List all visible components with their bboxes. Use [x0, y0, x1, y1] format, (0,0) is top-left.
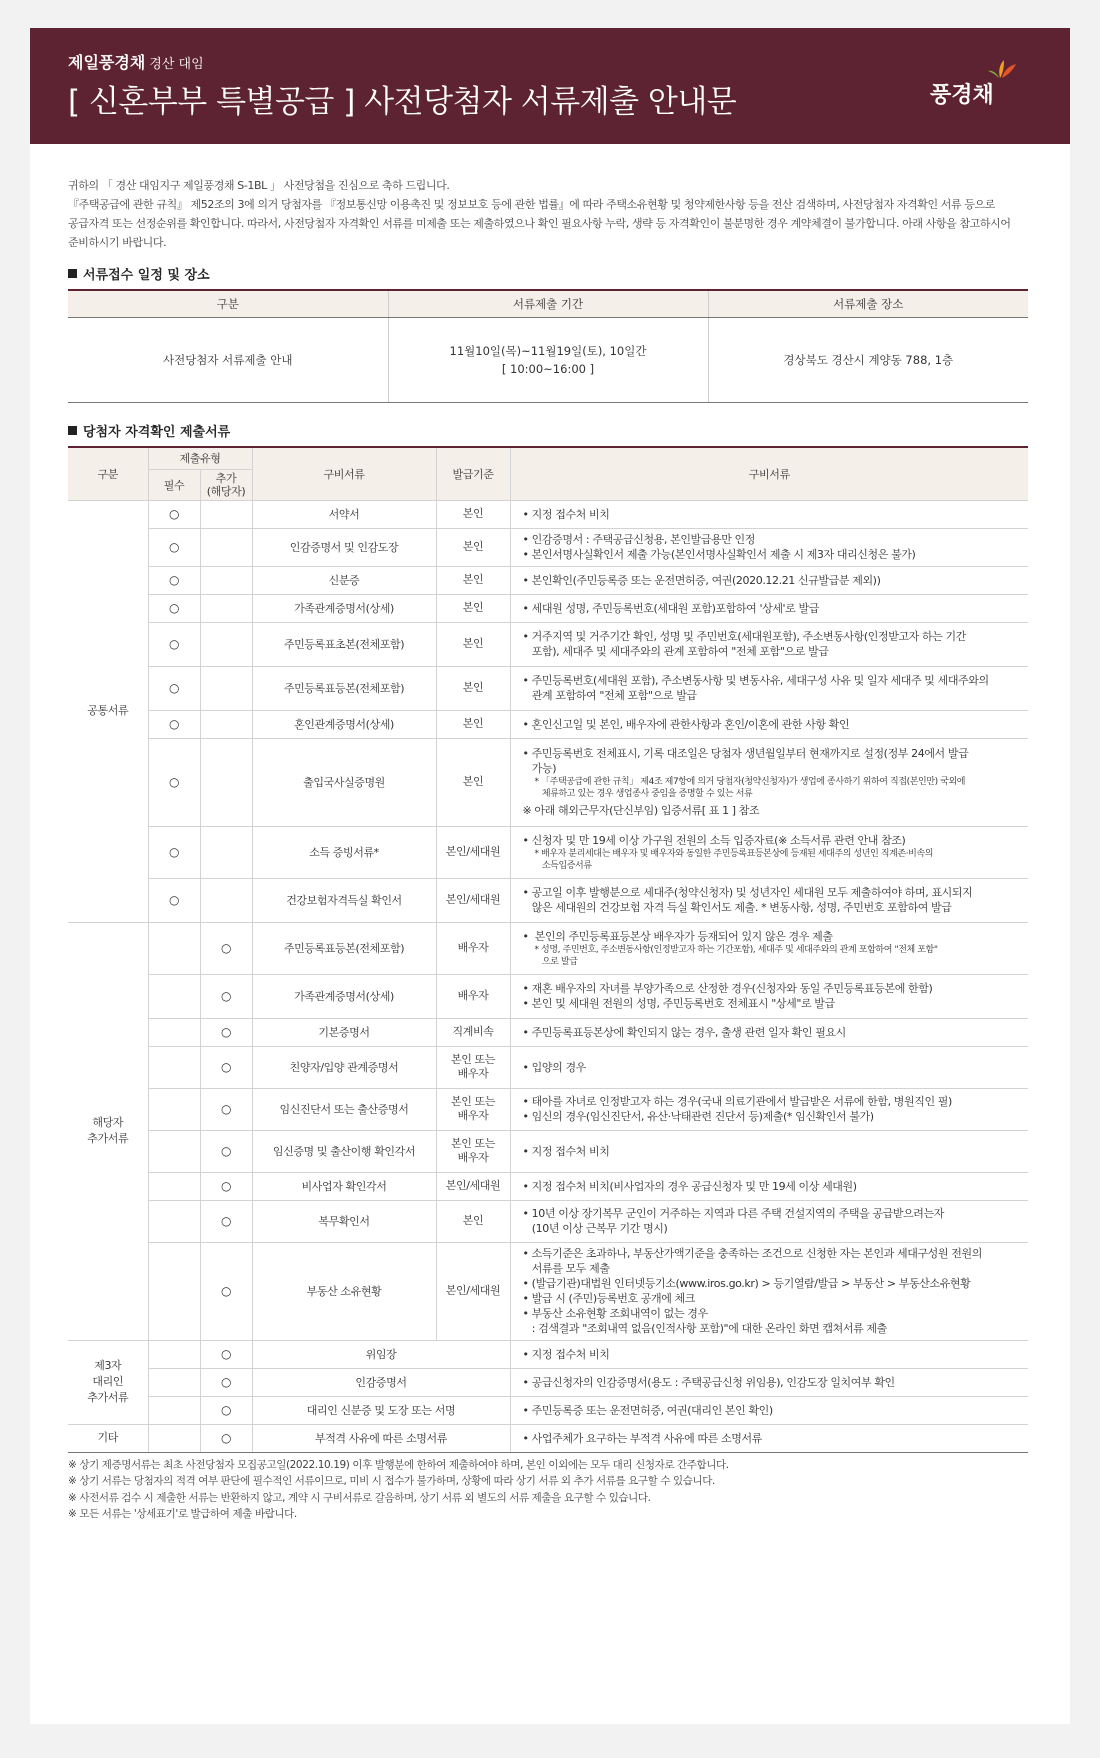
detail-subnote: 체류하고 있는 경우 생업종사 중임을 증명할 수 있는 서류: [534, 789, 753, 799]
main-content: [68, 176, 1028, 1523]
document-detail: [510, 566, 1028, 594]
square-bullet-icon: [68, 426, 77, 435]
document-name: 혼인관계증명서(상세): [252, 710, 436, 738]
document-detail: [510, 1424, 1028, 1452]
document-detail: [510, 1368, 1028, 1396]
table-row: [68, 1018, 1028, 1046]
table-row: [68, 710, 1028, 738]
detail-subnote: * 성명, 주민번호, 주소변동사항(인정받고자 하는 기간포함), 세대주 및 세대주와의 관계 포함하여 "전체 포함": [534, 944, 938, 955]
document-name: 신분증: [252, 566, 436, 594]
detail-line: • 인감증명서 : 주택공급신청용, 본인발급용만 인정: [522, 533, 755, 546]
detail-line: • 지정 접수처 비치: [522, 507, 610, 521]
document-detail: [510, 738, 1028, 826]
document-name: 친양자/입양 관계증명서: [252, 1046, 436, 1088]
additional-mark: ○: [200, 1200, 252, 1242]
documents-table: [68, 446, 1028, 1453]
issuance-basis: 본인: [436, 666, 510, 710]
document-detail: [510, 922, 1028, 974]
table-row: [68, 1424, 1028, 1452]
detail-line: • 세대원 성명, 주민등록번호(세대원 포함)포함하여 '상세'로 발급: [522, 601, 819, 615]
document-name: 서약서: [252, 500, 436, 528]
document-name: 가족관계증명서(상세): [252, 974, 436, 1018]
required-mark: [148, 1424, 200, 1452]
document-name: 임신진단서 또는 출산증명서: [252, 1088, 436, 1130]
detail-line: 서류를 모두 제출: [522, 1262, 610, 1275]
group-label: 제3자 대리인 추가서류: [68, 1340, 148, 1424]
document-detail: [510, 974, 1028, 1018]
header-document: 구비서류: [252, 447, 436, 500]
table-row: [68, 1200, 1028, 1242]
document-name: 주민등록표초본(전체포함): [252, 622, 436, 666]
square-bullet-icon: [68, 269, 77, 278]
section-title-schedule: 서류접수 일정 및 장소: [68, 264, 1028, 283]
table-row: [68, 1130, 1028, 1172]
document-detail: [510, 622, 1028, 666]
document-name: 건강보험자격득실 확인서: [252, 878, 436, 922]
detail-line: • 10년 이상 장기복무 군인이 거주하는 지역과 다른 주택 건설지역의 주택을 공급받으려는자: [522, 1207, 944, 1220]
detail-line: • 공급신청자의 인감증명서(용도 : 주택공급신청 위임용), 인감도장 일치여부 확인: [522, 1375, 895, 1389]
additional-mark: [200, 594, 252, 622]
additional-mark: [200, 622, 252, 666]
detail-line: • 본인확인(주민등록증 또는 운전면허증, 여권(2020.12.21 신규발급분 제외)): [522, 573, 881, 587]
document-name: 부적격 사유에 따른 소명서류: [252, 1424, 510, 1452]
table-row: [68, 666, 1028, 710]
issuance-basis: 본인/세대원: [436, 826, 510, 878]
header-detail: 구비서류: [510, 447, 1028, 500]
document-detail: [510, 1242, 1028, 1340]
document-name: 임신증명 및 출산이행 확인각서: [252, 1130, 436, 1172]
schedule-period: 11월10일(목)~11월19일(토), 10일간 [ 10:00~16:00 ]: [388, 318, 708, 403]
issuance-basis: 본인: [436, 566, 510, 594]
required-mark: [148, 1130, 200, 1172]
issuance-basis: 본인: [436, 1200, 510, 1242]
logo-text: 풍경채: [930, 83, 994, 108]
additional-mark: ○: [200, 1242, 252, 1340]
header-type: 제출유형: [148, 447, 252, 469]
brand-line: [68, 50, 204, 73]
section-title-documents: 당첨자 자격확인 제출서류: [68, 421, 1028, 440]
detail-line: : 검색결과 "조회내역 없음(인적사항 포함)"에 대한 온라인 화면 캡쳐서류 제출: [522, 1322, 887, 1335]
table-row: [68, 622, 1028, 666]
document-detail: [510, 1088, 1028, 1130]
document-name: 복무확인서: [252, 1200, 436, 1242]
detail-line: • 주민등록번호(세대원 포함), 주소변동사항 및 변동사유, 세대구성 사유 및 일자 세대주 및 세대주와의: [522, 674, 989, 687]
detail-line: • 본인의 주민등록표등본상 배우자가 등재되어 있지 않은 경우 제출: [522, 929, 833, 943]
header-required: 필수: [148, 469, 200, 500]
footnote: ※ 모든 서류는 '상세표기'로 발급하여 제출 바랍니다.: [68, 1508, 297, 1520]
additional-mark: ○: [200, 1424, 252, 1452]
group-label: 기타: [68, 1424, 148, 1452]
detail-line: • 신청자 및 만 19세 이상 가구원 전원의 소득 입증자료(※ 소득서류 관련 안내 참조): [522, 833, 906, 847]
document-detail: [510, 500, 1028, 528]
schedule-table: [68, 289, 1028, 403]
detail-subnote: * 「주택공급에 관한 규칙」 제4조 제7항에 의거 당첨자(청약신청자)가 생업에 종사하기 위하여 직접(본인만) 국외에: [534, 777, 966, 787]
leaf-logo-icon: [988, 58, 1018, 80]
detail-line: • 태아를 자녀로 인정받고자 하는 경우(국내 의료기관에서 발급받은 서류에 한함, 병원직인 필): [522, 1095, 952, 1108]
detail-line: • 주민등록번호 전체표시, 기록 대조일은 당첨자 생년월일부터 현재까지로 설정(정부 24에서 발급: [522, 747, 969, 760]
additional-mark: [200, 528, 252, 566]
detail-line: • 거주지역 및 거주기간 확인, 성명 및 주민번호(세대원포함), 주소변동사항(인정받고자 하는 기간: [522, 630, 967, 643]
issuance-basis: 직계비속: [436, 1018, 510, 1046]
required-mark: [148, 1046, 200, 1088]
table-row: [68, 594, 1028, 622]
intro-line: 귀하의 「 경산 대임지구 제일풍경채 S-1BL 」 사전당첨을 진심으로 축하 드립니다.: [68, 179, 450, 192]
additional-mark: [200, 826, 252, 878]
additional-mark: ○: [200, 922, 252, 974]
header-basis: 발급기준: [436, 447, 510, 500]
document-detail: [510, 1200, 1028, 1242]
additional-mark: ○: [200, 1172, 252, 1200]
intro-text: [68, 176, 1028, 252]
additional-mark: [200, 666, 252, 710]
footnotes: [68, 1457, 1028, 1523]
detail-line: • 지정 접수처 비치: [522, 1347, 610, 1361]
additional-mark: ○: [200, 974, 252, 1018]
required-mark: ○: [148, 566, 200, 594]
table-row: [68, 1368, 1028, 1396]
required-mark: [148, 1172, 200, 1200]
table-row: [68, 922, 1028, 974]
required-mark: [148, 1200, 200, 1242]
header-banner: [30, 28, 1070, 144]
table-row: [68, 1088, 1028, 1130]
document-detail: [510, 826, 1028, 878]
brand-name: 제일풍경채: [68, 53, 146, 72]
required-mark: [148, 922, 200, 974]
documents-table-body: [68, 500, 1028, 1452]
table-row: [68, 1396, 1028, 1424]
detail-subnote: 으로 발급: [534, 956, 578, 967]
header-additional: 추가 (해당자): [200, 469, 252, 500]
detail-line: 관계 포함하여 "전체 포함"으로 발급: [522, 689, 697, 702]
document-name: 비사업자 확인각서: [252, 1172, 436, 1200]
document-detail: [510, 594, 1028, 622]
schedule-place: 경상북도 경산시 계양동 788, 1층: [708, 318, 1028, 403]
issuance-basis: 본인: [436, 594, 510, 622]
table-row: [68, 1046, 1028, 1088]
footnote: ※ 사전서류 검수 시 제출한 서류는 반환하지 않고, 계약 시 구비서류로 갈음하며, 상기 서류 외 별도의 서류 제출을 요구할 수 있습니다.: [68, 1491, 651, 1504]
additional-mark: ○: [200, 1088, 252, 1130]
document-name: 인감증명서: [252, 1368, 510, 1396]
issuance-basis: 본인 또는 배우자: [436, 1130, 510, 1172]
detail-line: • 공고일 이후 발행분으로 세대주(청약신청자) 및 성년자인 세대원 모두 제출하여야 하며, 표시되지: [522, 886, 973, 899]
document-detail: [510, 1018, 1028, 1046]
document-name: 가족관계증명서(상세): [252, 594, 436, 622]
document-name: 인감증명서 및 인감도장: [252, 528, 436, 566]
required-mark: ○: [148, 878, 200, 922]
document-detail: [510, 878, 1028, 922]
table-row: [68, 1242, 1028, 1340]
document-name: 위임장: [252, 1340, 510, 1368]
additional-mark: ○: [200, 1130, 252, 1172]
required-mark: ○: [148, 738, 200, 826]
required-mark: [148, 1368, 200, 1396]
footnote: ※ 상기 제증명서류는 최초 사전당첨자 모집공고일(2022.10.19) 이후 발행분에 한하여 제출하여야 하며, 본인 이외에는 모두 대리 신청자로 간주합니다.: [68, 1458, 729, 1471]
table-row: [68, 738, 1028, 826]
table-row: [68, 878, 1028, 922]
intro-line: 공급자격 또는 선정순위를 확인합니다. 따라서, 사전당첨자 자격확인 서류를 미제출 또는 제출하였으나 확인 필요사항 누락, 생략 등 자격확인이 불분명한 경우 계약체결이 불가합니다. 아래 사항을 참고하시어: [68, 217, 1011, 230]
issuance-basis: 본인: [436, 528, 510, 566]
document-sheet: [30, 28, 1070, 1724]
detail-line: • 사업주체가 요구하는 부적격 사유에 따른 소명서류: [522, 1431, 762, 1445]
header-category: 구분: [68, 447, 148, 500]
detail-line: • 주민등록표등본상에 확인되지 않는 경우, 출생 관련 일자 확인 필요시: [522, 1025, 846, 1039]
detail-line: • 본인 및 세대원 전원의 성명, 주민등록번호 전체표시 "상세"로 발급: [522, 997, 835, 1010]
required-mark: [148, 974, 200, 1018]
brand-logo: [930, 58, 1020, 108]
additional-mark: [200, 710, 252, 738]
detail-line: • 부동산 소유현황 조회내역이 없는 경우: [522, 1307, 708, 1320]
additional-mark: ○: [200, 1046, 252, 1088]
detail-reference: ※ 아래 해외근무자(단신부임) 입증서류[ 표 1 ] 참조: [522, 804, 760, 817]
detail-line: 포함), 세대주 및 세대주와의 관계 포함하여 "전체 포함"으로 발급: [522, 645, 829, 658]
detail-line: • 소득기준은 초과하나, 부동산가액기준을 충족하는 조건으로 신청한 자는 본인과 세대구성원 전원의: [522, 1247, 982, 1260]
issuance-basis: 본인: [436, 622, 510, 666]
table-row: [68, 974, 1028, 1018]
intro-line: 준비하시기 바랍니다.: [68, 236, 167, 249]
detail-line: • 재혼 배우자의 자녀를 부양가족으로 산정한 경우(신청자와 동일 주민등록표등본에 한함): [522, 982, 933, 995]
additional-mark: [200, 500, 252, 528]
detail-line: • (발급기관)대법원 인터넷등기소(www.iros.go.kr) > 등기열람/발급 > 부동산 > 부동산소유현황: [522, 1277, 971, 1290]
additional-mark: ○: [200, 1396, 252, 1424]
required-mark: ○: [148, 710, 200, 738]
required-mark: ○: [148, 666, 200, 710]
issuance-basis: 배우자: [436, 974, 510, 1018]
schedule-header-category: 구분: [68, 290, 388, 318]
issuance-basis: 본인/세대원: [436, 1242, 510, 1340]
detail-line: • 임신의 경우(임신진단서, 유산·낙태관련 진단서 등)제출(* 임신확인서 불가): [522, 1110, 874, 1123]
document-detail: [510, 1172, 1028, 1200]
required-mark: [148, 1018, 200, 1046]
page-title: [ 신혼부부 특별공급 ] 사전당첨자 서류제출 안내문: [68, 84, 737, 120]
document-detail: [510, 710, 1028, 738]
required-mark: ○: [148, 528, 200, 566]
additional-mark: [200, 738, 252, 826]
table-row: [68, 1340, 1028, 1368]
brand-subtitle: 경산 대임: [149, 57, 204, 72]
table-row: [68, 528, 1028, 566]
issuance-basis: 본인: [436, 710, 510, 738]
document-detail: [510, 1130, 1028, 1172]
detail-subnote: 소득입증서류: [534, 860, 592, 871]
detail-line: • 지정 접수처 비치: [522, 1144, 610, 1158]
detail-line: • 발급 시 (주민)등록번호 공개에 체크: [522, 1292, 696, 1305]
required-mark: [148, 1340, 200, 1368]
schedule-category: 사전당첨자 서류제출 안내: [68, 318, 388, 403]
additional-mark: [200, 566, 252, 594]
document-detail: [510, 666, 1028, 710]
required-mark: ○: [148, 826, 200, 878]
detail-line: 가능): [522, 762, 557, 775]
detail-line: • 본인서명사실확인서 제출 가능(본인서명사실확인서 제출 시 제3자 대리신청은 불가): [522, 548, 916, 561]
detail-line: • 주민등록증 또는 운전면허증, 여권(대리인 본인 확인): [522, 1403, 773, 1417]
document-detail: [510, 528, 1028, 566]
detail-subnote: * 배우자 분리세대는 배우자 및 배우자와 동일한 주민등록표등본상에 등재된 세대주의 성년인 직계존·비속의: [534, 848, 934, 859]
document-name: 소득 증빙서류*: [252, 826, 436, 878]
detail-line: • 혼인신고일 및 본인, 배우자에 관한사항과 혼인/이혼에 관한 사항 확인: [522, 717, 850, 731]
additional-mark: ○: [200, 1018, 252, 1046]
table-row: [68, 826, 1028, 878]
document-name: 부동산 소유현황: [252, 1242, 436, 1340]
intro-line: 『주택공급에 관한 규칙』 제52조의 3에 의거 당첨자를 『정보통신망 이용촉진 및 정보보호 등에 관한 법률』에 따라 주택소유현황 및 청약제한사항 등을 전산 검색하며, 사전당첨자 자격확인 서류 등으로: [68, 198, 996, 211]
issuance-basis: 배우자: [436, 922, 510, 974]
document-detail: [510, 1396, 1028, 1424]
required-mark: ○: [148, 500, 200, 528]
required-mark: [148, 1088, 200, 1130]
detail-line: 않은 세대원의 건강보험 자격 득실 확인서도 제출. * 변동사항, 성명, 주민번호 포함하여 발급: [522, 901, 952, 914]
issuance-basis: 본인: [436, 738, 510, 826]
issuance-basis: 본인 또는 배우자: [436, 1046, 510, 1088]
table-row: [68, 566, 1028, 594]
issuance-basis: 본인 또는 배우자: [436, 1088, 510, 1130]
document-detail: [510, 1340, 1028, 1368]
required-mark: ○: [148, 594, 200, 622]
document-name: 주민등록표등본(전체포함): [252, 922, 436, 974]
issuance-basis: 본인/세대원: [436, 1172, 510, 1200]
required-mark: [148, 1242, 200, 1340]
schedule-header-period: 서류제출 기간: [388, 290, 708, 318]
group-label: 공통서류: [68, 500, 148, 922]
footnote: ※ 상기 서류는 당첨자의 적격 여부 판단에 필수적인 서류이므로, 미비 시 접수가 불가하며, 상황에 따라 상기 서류 외 추가 서류를 요구할 수 있습니다.: [68, 1475, 715, 1487]
detail-line: • 지정 접수처 비치(비사업자의 경우 공급신청자 및 만 19세 이상 세대원): [522, 1179, 857, 1193]
document-name: 대리인 신분증 및 도장 또는 서명: [252, 1396, 510, 1424]
additional-mark: ○: [200, 1368, 252, 1396]
required-mark: ○: [148, 622, 200, 666]
schedule-header-place: 서류제출 장소: [708, 290, 1028, 318]
issuance-basis: 본인: [436, 500, 510, 528]
document-name: 기본증명서: [252, 1018, 436, 1046]
table-row: [68, 500, 1028, 528]
issuance-basis: 본인/세대원: [436, 878, 510, 922]
required-mark: [148, 1396, 200, 1424]
document-name: 주민등록표등본(전체포함): [252, 666, 436, 710]
additional-mark: [200, 878, 252, 922]
table-row: [68, 1172, 1028, 1200]
document-name: 출입국사실증명원: [252, 738, 436, 826]
detail-line: • 입양의 경우: [522, 1060, 586, 1074]
detail-line: (10년 이상 근복무 기간 명시): [522, 1222, 668, 1235]
additional-mark: ○: [200, 1340, 252, 1368]
group-label: 해당자 추가서류: [68, 922, 148, 1340]
document-detail: [510, 1046, 1028, 1088]
